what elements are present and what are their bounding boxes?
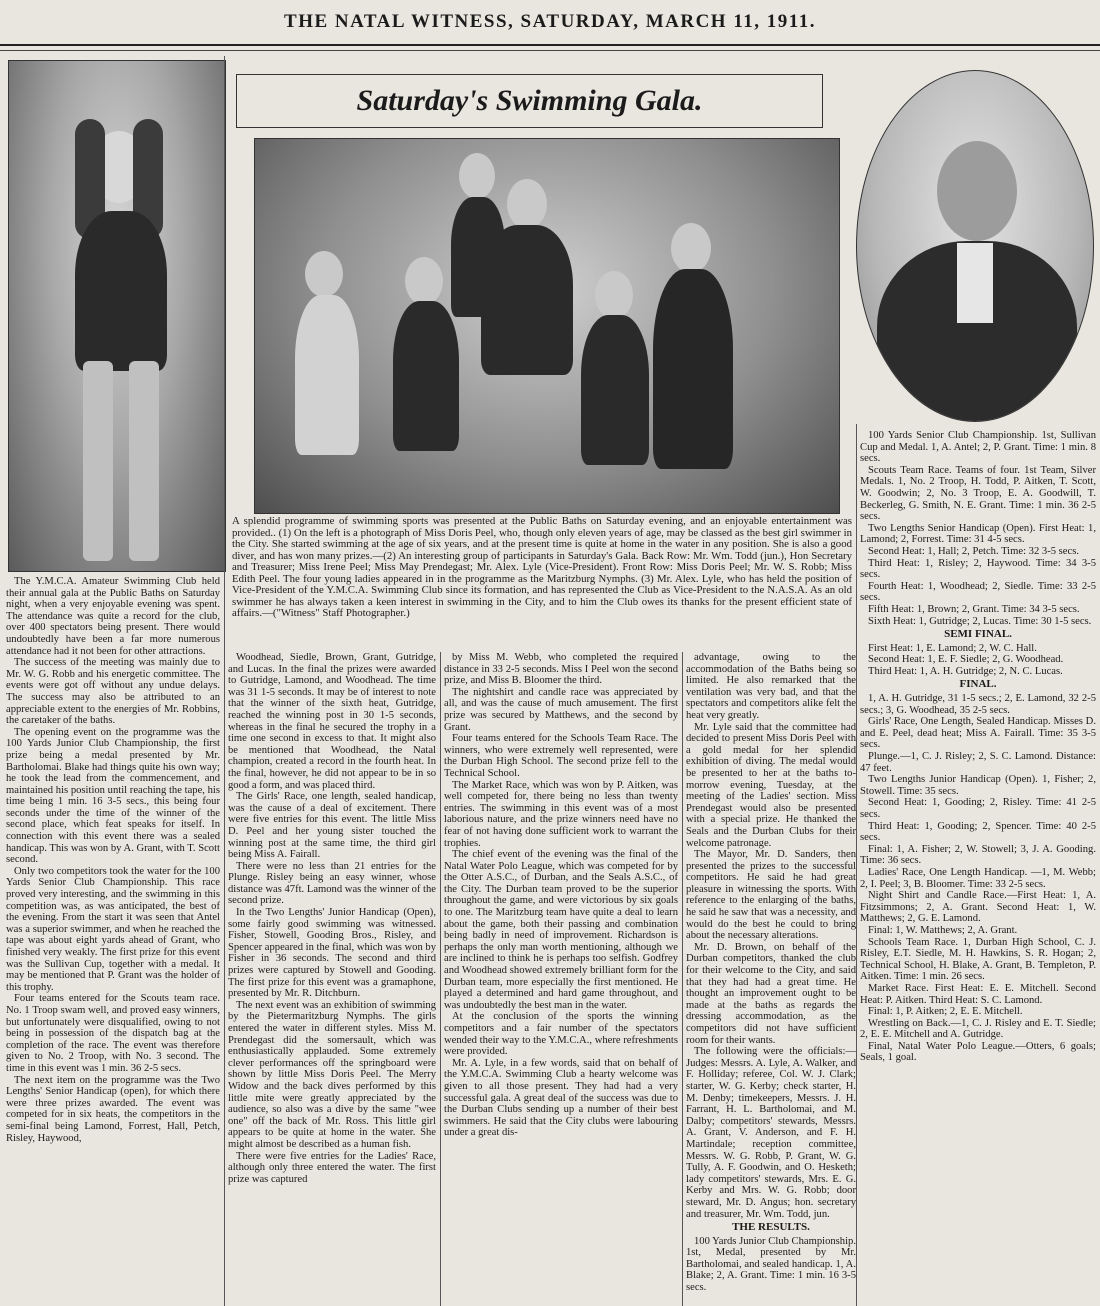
paragraph: The nightshirt and candle race was appreciated by all, and was the cause of much amusement. The first prize was secured by Matthews, and the second by Grant. [444, 686, 678, 733]
result-line: Sixth Heat: 1, Gutridge; 2, Lucas. Time: 30 1-5 secs. [868, 615, 1092, 627]
results-heading: THE RESULTS. [732, 1221, 810, 1234]
paragraph: The next event was an exhibition of swimming by the Pietermaritzburg Nymphs. The girls entered the water in different styles. Miss M. Prendegast did the somersault, which was enthusiastically applauded. Some extremely clever performances off the springboard were shown by little Miss Doris Peel. The Merry Widow and the back dives performed by this little mite were greatly appreciated by the audience, so also was a dive by the same "wee one" off the back of Mr. Ross. This little girl appears to be quite at home in the water. She might almost be described as a human fish. [228, 999, 436, 1150]
results-column [860, 430, 1096, 1304]
paragraph: The success of the meeting was mainly due to Mr. W. G. Robb and his energetic committee. The events were got off without any undue delays. The success may also be attributed to an appreciable extent to the energies of Mr. Robbins, the caretaker of the baths. [6, 657, 220, 727]
result-line: Third Heat: 1, A. H. Gutridge; 2, N. C. Lucas. [868, 665, 1063, 677]
result-line: Fourth Heat: 1, Woodhead; 2, Siedle. Time: 33 2-5 secs. [860, 580, 1096, 604]
paragraph: The Girls' Race, one length, sealed handicap, was the cause of a deal of excitement. There were five entries for this event. The little Miss D. Peel and her young sister touched the winning post at the same time, the third girl being Miss A. Fairall. [228, 791, 436, 861]
semi-final-heading: SEMI FINAL. [944, 628, 1012, 641]
paragraph: Four teams entered for the Scouts team race. No. 1 Troop swam well, and proved easy winners, but unfortunately were disqualified, owing to not being in possession of the dispatch bag at the completion of the race. The event was therefore given to No. 2 Troop, with No. 3 second. The time in this event was 1 min. 36 2-5 secs. [6, 993, 220, 1074]
paragraph: 100 Yards Junior Club Championship. 1st, Medal, presented by Mr. Bartholomai, and sealed handicap. 1, A. Blake; 2, A. Grant. Time: 1 min. 16 3-5 secs. [686, 1235, 856, 1294]
article-column-4 [686, 652, 856, 1304]
result-line: Third Heat: 1, Risley; 2, Haywood. Time: 34 3-5 secs. [860, 557, 1096, 581]
paragraph: by Miss M. Webb, who completed the required distance in 33 2-5 seconds. Miss I Peel won the second prize, and Miss B. Bloomer the third. [444, 652, 678, 687]
result-line: Final: 1, W. Matthews; 2, A. Grant. [868, 924, 1018, 936]
result-line: Final: 1, A. Fisher; 2, W. Stowell; 3, J. A. Gooding. Time: 36 secs. [860, 843, 1096, 867]
paragraph: The Y.M.C.A. Amateur Swimming Club held their annual gala at the Public Baths on Saturday night, when a very enjoyable evening was spent. The attendance was quite a record for the club, over 400 spectators being present. There would undoubtedly have been a far more numerous attendance had it not been for other attractions. [6, 576, 220, 657]
result-line: 1, A. H. Gutridge, 31 1-5 secs.; 2, E. Lamond, 32 2-5 secs.; 3, G. Woodhead, 35 2-5 secs. [860, 693, 1096, 716]
article-column-2 [228, 652, 436, 1304]
result-line: Wrestling on Back.—1, C. J. Risley and E. T. Siedle; 2, E. E. Mitchell and A. Gutridge. [860, 1017, 1096, 1041]
headline-box [236, 74, 823, 128]
result-line: Two Lengths Senior Handicap (Open). First Heat: 1, Lamond; 2, Forrest. Time: 31 4-5 secs. [860, 522, 1096, 546]
column-divider [440, 652, 441, 1306]
article-column-1 [6, 576, 220, 1304]
result-line: Final, Natal Water Polo League.—Otters, 6 goals; Seals, 1 goal. [860, 1040, 1096, 1064]
paragraph: Mr. D. Brown, on behalf of the Durban competitors, thanked the club for their welcome to the City, and said that they had had a great time. He thought an improvement ought to be made at the baths as regards the dressing accommodation, as the competitors did not have sufficient room for their wants. [686, 941, 856, 1046]
result-line: Plunge.—1, C. J. Risley; 2, S. C. Lamond. Distance: 47 feet. [860, 751, 1096, 774]
result-line: Girls' Race, One Length, Sealed Handicap. Misses D. and E. Peel, dead heat; Miss A. Fairall. Time: 35 3-5 secs. [860, 716, 1096, 751]
headline: Saturday's Swimming Gala. [356, 84, 703, 117]
masthead-rule-thin [0, 50, 1100, 51]
paragraph: Four teams entered for the Schools Team Race. The winners, who were extremely well represented, were the Durban High School. The second prize fell to the Technical School. [444, 733, 678, 779]
result-line: Second Heat: 1, E. F. Siedle; 2, G. Woodhead. [868, 654, 1064, 666]
result-line: Fifth Heat: 1, Brown; 2, Grant. Time: 34 3-5 secs. [868, 603, 1080, 615]
masthead-rule [0, 44, 1100, 46]
result-line: Scouts Team Race. Teams of four. 1st Team, Silver Medals. 1, No. 2 Troop, H. Todd, P. Aitken, T. Scott, W. Goodwin; 2, No. 3 Troop, E. A. Goodwill, T. Beckerleg, G. Smith, N. E. Grant. Time: 1 min. 36 2-5 secs. [860, 464, 1096, 523]
paragraph: The next item on the programme was the Two Lengths' Senior Handicap (open), for which there were three prizes awarded. The event was competed for in six heats, the competitors in the semi-final being Lamond, Forrest, Hall, Petch, Risley, Haywood, [6, 1074, 220, 1144]
photo-doris-peel [8, 60, 226, 572]
paragraph: advantage, owing to the accommodation of the Baths being so limited. He also remarked that the ventilation was very bad, and that the spectators and competitors alike felt the heat very greatly. [686, 652, 856, 721]
paragraph: Woodhead, Siedle, Brown, Grant, Gutridge, and Lucas. In the final the prizes were awarded to Gutridge, Lamond, and Woodhead. The time was 31 1-5 seconds. It may be of interest to note that the winner of the sixth heat, Gutridge, reached the winning post in 30 1-5 seconds, whereas in the final he secured the trophy in a time one second in excess to that. It might also be mentioned that Woodhead, the Natal champion, created a record in the fourth heat. In the final, however, he did not appear to be in so good a form, and was placed third. [228, 652, 436, 791]
result-line: Two Lengths Junior Handicap (Open). 1, Fisher; 2, Stowell. Time: 35 secs. [860, 774, 1096, 797]
photo-alex-lyle [856, 70, 1094, 422]
result-line: Final: 1, P. Aitken; 2, E. E. Mitchell. [868, 1006, 1023, 1018]
paragraph: The Mayor, Mr. D. Sanders, then presented the prizes to the successful competitors. He said he had great pleasure in witnessing the sports. With reference to the enlarging of the baths, he said he saw that was a necessity, and would do the best he could to bring about the necessary alterations. [686, 849, 856, 942]
photo-caption: A splendid programme of swimming sports was presented at the Public Baths on Saturday evening, and an enjoyable entertainment was provided.. (1) On the left is a photograph of Miss Doris Peel, who, though only eleven years of age, may be classed as the best girl swimmer in the City. She started swimming at the age of six years, and at the present time is quite at home in the water in any position. She is also a good diver, and has won many prizes.—(2) An interesting group of participants in Saturday's Gala. Back Row: Mr. Wm. Todd (jun.), Hon Secretary and Treasurer; Miss Irene Peel; Miss May Prendegast; Mr. Alex. Lyle (Vice-President). Front Row: Miss Doris Peel; Mr. W. S. Robb; Miss Edith Peel. The four young ladies appeared in in the programme as the Maritzburg Nymphs. (3) Mr. Alex. Lyle, who has held the position of Vice-President of the Y.M.C.A. Swimming Club since its formation, and has represented the Club as Vice-President to the N.A.S.A. As an old swimmer he has always taken a keen interest in swimming in the City, and to him the Club owes its thanks for the present efficient state of affairs.—("Witness" Staff Photographer.) [232, 516, 852, 619]
paragraph: There were five entries for the Ladies' Race, although only three entered the water. The first prize was captured [228, 1150, 436, 1185]
result-line: Third Heat: 1, Gooding; 2, Spencer. Time: 40 2-5 secs. [860, 820, 1096, 844]
paragraph: In the Two Lengths' Junior Handicap (Open), some fairly good swimming was witnessed. Fisher, Stowell, Gooding Bros., Risley, and Spencer appeared in the final, which was won by Fisher in 36 seconds. The second and third prizes were captured by Stowell and Gooding. The first prize for this event was a gramaphone, presented by Mr. R. Ditchburn. [228, 907, 436, 1000]
result-line: Ladies' Race, One Length Handicap. —1, M. Webb; 2, I. Peel; 3, B. Bloomer. Time: 33 2-5 secs. [860, 866, 1096, 890]
column-divider [224, 56, 225, 1306]
paragraph: Mr. Lyle said that the committee had decided to present Miss Doris Peel with a gold medal for her splendid exhibition of diving. The medal would be presented to her at the baths to-morrow evening, Tuesday, at the meeting of the Ladies' section. Miss Prendegast would also be presented with a special prize. He thanked the Seals and the Durban Clubs for their welcome patronage. [686, 721, 856, 849]
paragraph: The chief event of the evening was the final of the Natal Water Polo League, which was competed for by the Otter A.S.C., of Durban, and the Seals A.S.C., of the City. The Durban team proved to be the superior throughout the game, and were victorious by six goals to one. The Maritzburg team have quite a deal to learn about the game, both their passing and combination being badly in need of improvement. Richardson is perhaps the only man worth mentioning, although we are inclined to think he is perhaps too selfish. Godfrey and Woodhead showed extremely brilliant form for the Durban team, more especially the first mentioned. He played a determined and hard game throughout, and was undoubtedly the best man in the water. [444, 849, 678, 1011]
masthead: THE NATAL WITNESS, SATURDAY, MARCH 11, 1911. [284, 11, 816, 32]
result-line: First Heat: 1, E. Lamond; 2, W. C. Hall. [868, 642, 1037, 654]
result-line: Schools Team Race. 1, Durban High School, C. J. Risley, E.T. Siedle, M. H. Hawkins, S. R. Hogan; 2, Technical School, H. Blake, A. Grant, B. Templeton, P. Aitken. Time: 1 min. 26 secs. [860, 936, 1096, 983]
paragraph: The Market Race, which was won by P. Aitken, was well competed for, there being no less than twenty entries. The swimming in this event was of a most laborious nature, and the prize winners need have no fear of not having done sufficient work to warrant the trophies. [444, 779, 678, 849]
paragraph: Only two competitors took the water for the 100 Yards Senior Club Championship. This race proved very interesting, and the swimming in this competition was, as was anticipated, the best of the evening. From the start it was seen that Antel was a superior swimmer, and when he reached the tape was about eight yards ahead of Grant, who finished very weakly. The first prize for this event was the Sullivan Cup, together with a medal. It may be mentioned that P. Grant was the holder of this trophy. [6, 865, 220, 993]
photo-group [254, 138, 840, 514]
result-line: Second Heat: 1, Hall; 2, Petch. Time: 32 3-5 secs. [868, 545, 1079, 557]
result-line: Second Heat: 1, Gooding; 2, Risley. Time: 41 2-5 secs. [860, 797, 1096, 820]
final-heading: FINAL. [959, 678, 997, 691]
paragraph: At the conclusion of the sports the winning competitors and a fair number of the spectators wended their way to the Y.M.C.A., where refreshments were provided. [444, 1011, 678, 1058]
paragraph: There were no less than 21 entries for the Plunge. Risley being an easy winner, whose distance was 47ft. Lamond was the winner of the second prize. [228, 860, 436, 907]
paragraph: The following were the officials:—Judges: Messrs. A. Lyle, A. Walker, and F. Holliday; referee, Col. W. J. Clark; starter, W. G. Kerby; check starter, H. M. Denby; timekeepers, Messrs. J. H. Farrant, H. L. Bartholomai, and M. Dalby; competitors' stewards, Messrs. A. Grant, V. Anderson, and F. H. Martindale; reception committee, Messrs. W. G. Robb, P. Grant, W. G. Tully, A. F. Goodwin, and O. Hesketh; lady competitors' stewards, Mrs. E. G. Kerby and Mrs. W. G. Robb; door steward, Mr. D. Angus; hon. secretary and treasurer, Mr. Wm. Todd, jun. [686, 1046, 856, 1220]
column-divider [856, 424, 857, 1306]
paragraph: Mr. A. Lyle, in a few words, said that on behalf of the Y.M.C.A. Swimming Club a hearty welcome was given to all those present. They had had a very successful gala. A great deal of the success was due to the Durban Clubs sending up a number of their best swimmers. He said that the City clubs were labouring under a great dis- [444, 1057, 678, 1139]
column-divider [682, 652, 683, 1306]
result-line: 100 Yards Senior Club Championship. 1st, Sullivan Cup and Medal. 1, A. Antel; 2, P. Grant. Time: 1 min. 8 secs. [860, 430, 1096, 465]
result-line: Market Race. First Heat: E. E. Mitchell. Second Heat: P. Aitken. Third Heat: S. C. Lamond. [860, 982, 1096, 1006]
article-column-3 [444, 652, 678, 1304]
paragraph: The opening event on the programme was the 100 Yards Junior Club Championship, the first prize being a medal presented by Mr. Bartholomai. Blake had things quite his own way; he took the lead from the commencement, and maintained his position until reaching the tape, his time being 1 min. 16 3-5 secs., this being four seconds under the time of the winner of the second place, which feat speaks for itself. In connection with this event there was a sealed handicap. This was won by A. Grant, with T. Scott second. [6, 726, 220, 866]
result-line: Night Shirt and Candle Race.—First Heat: 1, A. Fitzsimmons; 2, A. Grant. Second Heat: 1, W. Matthews; 2, G. E. Lamond. [860, 890, 1096, 925]
